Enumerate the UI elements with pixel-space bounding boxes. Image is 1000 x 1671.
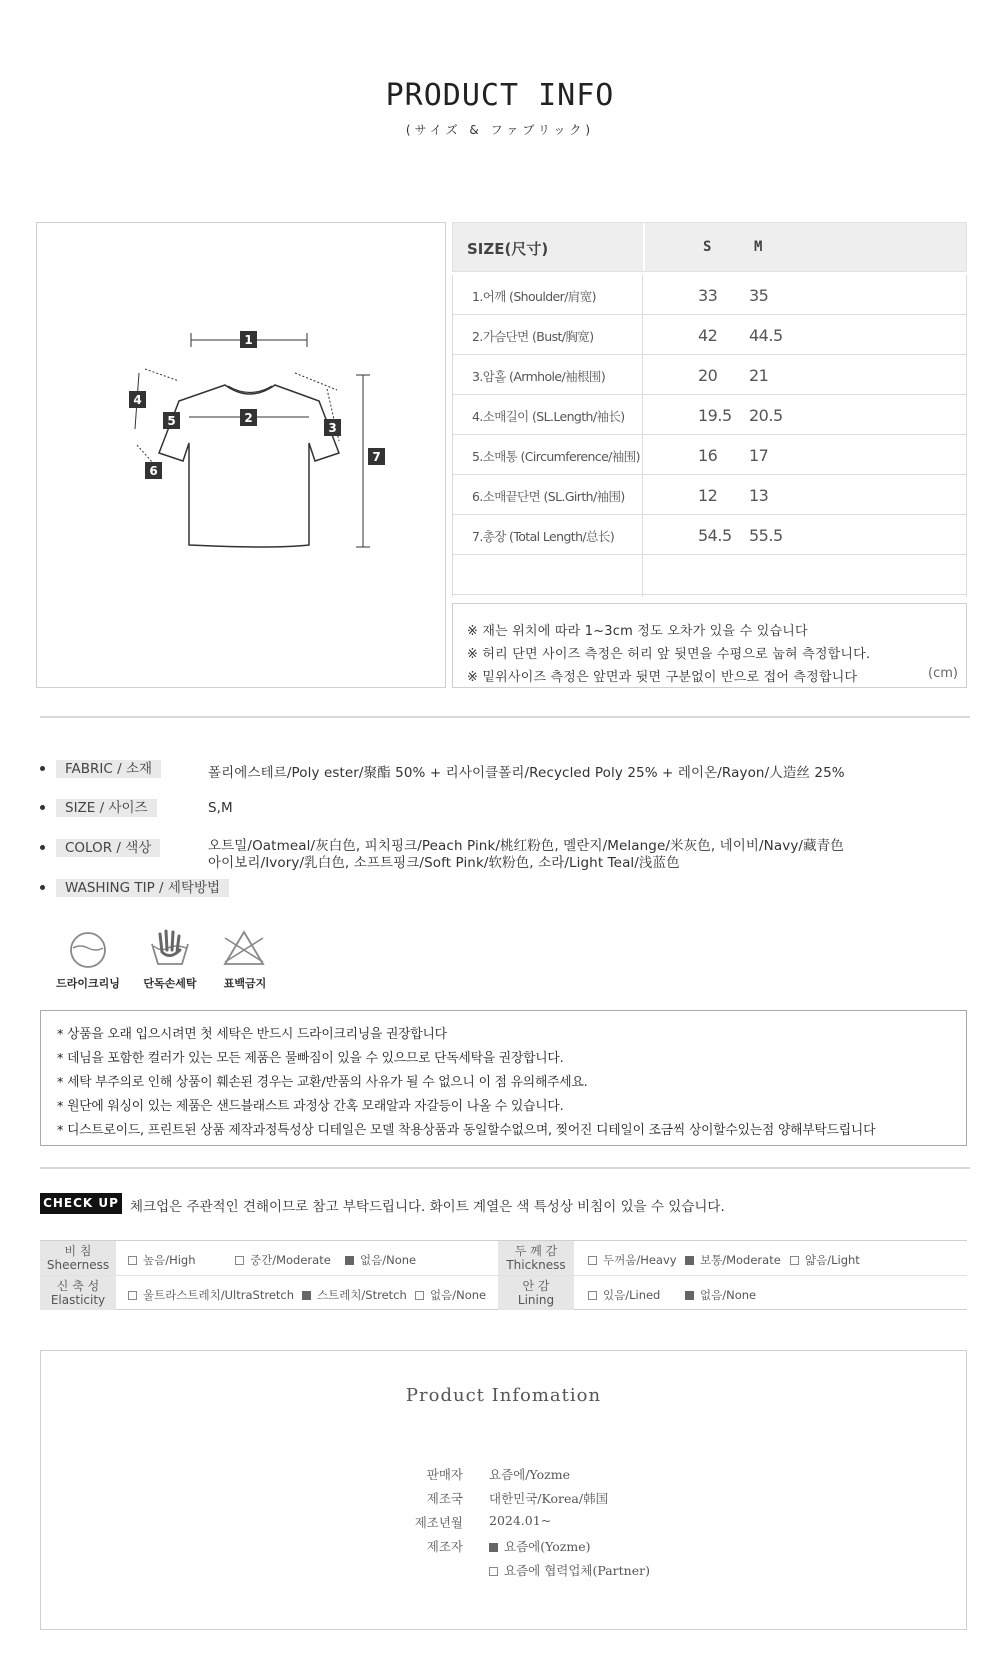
washing-tag: WASHING TIP / 세탁방법 — [56, 879, 229, 897]
size-table-body — [452, 275, 967, 595]
fabric-value: 폴리에스테르/Poly ester/聚酯 50% + 리사이클폴리/Recycled Poly 25% + 레이온/Rayon/人造丝 25% — [208, 765, 845, 781]
seller-value: 요즘에/Yozme — [489, 1467, 570, 1482]
size-col-m: M — [754, 239, 763, 255]
spec-size — [40, 799, 967, 819]
manufacturer-option: 요즘에 협력업체(Partner) — [489, 1561, 650, 1579]
marker-3 — [324, 419, 341, 436]
color-value-line1: 오트밀/Oatmeal/灰白色, 피치핑크/Peach Pink/桃红粉色, 멜란지/Melange/米灰色, 네이비/Navy/藏青色 — [208, 838, 844, 854]
svg-text:3: 3 — [328, 421, 337, 435]
page-subtitle: (サイズ & ファブリック) — [405, 123, 595, 137]
product-information-box — [40, 1350, 967, 1630]
color-tag: COLOR / 색상 — [56, 839, 160, 857]
note-line: ※ 재는 위치에 따라 1~3cm 정도 오차가 있을 수 있습니다 — [467, 624, 808, 639]
page-title: PRODUCT INFO — [385, 78, 615, 113]
care-note: * 상품을 오래 입으시려면 첫 세탁은 반드시 드라이크리닝을 권장합니다 — [57, 1027, 447, 1042]
measurement-notes — [452, 603, 967, 688]
marker-2 — [240, 409, 257, 426]
marker-4 — [129, 391, 146, 408]
hand-wash-icon — [148, 926, 192, 970]
checkup-text: 체크업은 주관적인 견해이므로 참고 부탁드립니다. 화이트 계열은 색 특성상 비침이 있을 수 있습니다. — [130, 1199, 725, 1215]
care-notes-box — [40, 1010, 967, 1146]
care-note: * 디스트로이드, 프린트된 상품 제작과정특성상 디테일은 모델 착용상품과 동일할수없으며, 찢어진 디테일이 조금씩 상이할수있는점 양해부탁드립니다 — [57, 1123, 876, 1138]
table-row: 6.소매끝단면 (SL.Girth/袖围) 12 13 — [452, 475, 967, 515]
seller-key: 판매자 — [426, 1467, 463, 1482]
note-line: ※ 허리 단면 사이즈 측정은 허리 앞 뒷면을 수평으로 눕혀 측정합니다. — [467, 647, 871, 662]
svg-text:2: 2 — [244, 411, 253, 425]
marker-5 — [163, 412, 180, 429]
tshirt-measurement-illustration — [37, 223, 447, 689]
country-value: 대한민국/Korea/韩国 — [489, 1491, 609, 1506]
divider — [40, 1167, 970, 1169]
manufacturer-option: 요즘에(Yozme) — [489, 1537, 591, 1555]
lining-option: 있음/Lined — [588, 1287, 660, 1303]
elasticity-option: 스트레치/Stretch — [302, 1287, 407, 1303]
marker-7 — [368, 448, 385, 465]
color-value-line2: 아이보리/Ivory/乳白色, 소프트핑크/Soft Pink/软粉色, 소라/Light Teal/浅蓝色 — [208, 855, 680, 871]
country-key: 제조국 — [426, 1491, 463, 1506]
size-value: S,M — [208, 800, 233, 816]
spec-washing — [40, 879, 967, 899]
tshirt-diagram — [36, 222, 446, 688]
spec-fabric — [40, 760, 967, 780]
manufacture-date-value: 2024.01~ — [489, 1513, 552, 1528]
marker-6 — [145, 462, 162, 479]
spec-color — [40, 839, 967, 879]
table-row: 7.총장 (Total Length/总长) 54.5 55.5 — [452, 515, 967, 555]
fabric-attribute-table — [40, 1240, 967, 1310]
elasticity-option: 울트라스트레치/UltraStretch — [128, 1287, 294, 1303]
table-row: 1.어깨 (Shoulder/肩宽) 33 35 — [452, 275, 967, 315]
table-row-empty — [452, 555, 967, 595]
care-note: * 세탁 부주의로 인해 상품이 훼손된 경우는 교환/반품의 사유가 될 수 없으니 이 점 유의해주세요. — [57, 1075, 588, 1090]
manufacturer-key: 제조자 — [426, 1539, 463, 1554]
note-line: ※ 밑위사이즈 측정은 앞면과 뒷면 구분없이 반으로 접어 측정합니다 — [467, 670, 858, 685]
product-information-title: Product Infomation — [405, 1385, 602, 1406]
fabric-tag: FABRIC / 소재 — [56, 760, 161, 778]
size-col-s: S — [703, 239, 712, 255]
size-table-header — [452, 222, 967, 272]
hand-wash-label: 단독손세탁 — [143, 977, 197, 990]
table-row: 4.소매길이 (SL.Length/袖长) 19.5 20.5 — [452, 395, 967, 435]
elasticity-option: 없음/None — [415, 1287, 486, 1303]
dry-clean-icon — [68, 930, 108, 970]
table-row: 3.암홀 (Armhole/袖根围) 20 21 — [452, 355, 967, 395]
marker-1 — [240, 331, 257, 348]
lining-option: 없음/None — [685, 1287, 756, 1303]
lining-label: 안 감 Lining — [498, 1276, 574, 1310]
thickness-option: 두꺼움/Heavy — [588, 1252, 677, 1268]
divider — [40, 716, 970, 718]
svg-text:4: 4 — [133, 393, 142, 407]
dry-clean-label: 드라이크리닝 — [56, 977, 120, 990]
sheerness-label: 비 침 Sheerness — [40, 1241, 116, 1275]
no-bleach-icon — [222, 928, 266, 968]
elasticity-label: 신 축 성 Elasticity — [40, 1276, 116, 1310]
thickness-label: 두 께 감 Thickness — [498, 1241, 574, 1275]
svg-text:6: 6 — [149, 464, 158, 478]
sheerness-option: 없음/None — [345, 1252, 416, 1268]
thickness-option: 보통/Moderate — [685, 1252, 781, 1268]
table-row: 5.소매통 (Circumference/袖围) 16 17 — [452, 435, 967, 475]
checkup-badge: CHECK UP — [40, 1193, 122, 1214]
table-row: 2.가슴단면 (Bust/胸宽) 42 44.5 — [452, 315, 967, 355]
svg-text:1: 1 — [244, 333, 253, 347]
care-note: * 데님을 포함한 컬러가 있는 모든 제품은 물빠짐이 있을 수 있으므로 단독세탁을 권장합니다. — [57, 1051, 564, 1066]
size-header-label: SIZE(尺寸) — [467, 240, 549, 258]
manufacture-date-key: 제조년월 — [414, 1515, 463, 1530]
no-bleach-label: 표백금지 — [223, 977, 267, 990]
svg-text:7: 7 — [372, 450, 381, 464]
sheerness-option: 중간/Moderate — [235, 1252, 331, 1268]
svg-text:5: 5 — [167, 414, 176, 428]
care-note: * 원단에 워싱이 있는 제품은 샌드블래스트 과정상 간혹 모래알과 자갈등이 나올 수 있습니다. — [57, 1099, 564, 1114]
sheerness-option: 높음/High — [128, 1252, 196, 1268]
unit-label: (cm) — [928, 666, 958, 681]
thickness-option: 얇음/Light — [790, 1252, 860, 1268]
size-tag: SIZE / 사이즈 — [56, 799, 157, 817]
